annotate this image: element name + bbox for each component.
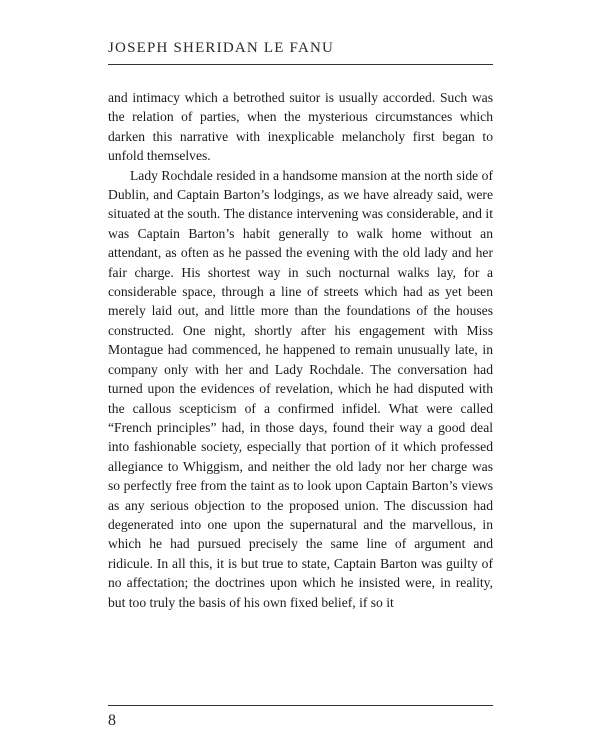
- page-number: 8: [108, 712, 116, 729]
- body-text: [108, 88, 493, 612]
- running-head-author: JOSEPH SHERIDAN LE FANU: [108, 40, 335, 56]
- header-rule: [108, 64, 493, 65]
- paragraph-continued: and intimacy which a betrothed suitor is usually accorded. Such was the relation of parties, when the mysterious circumstances which darken this narrative with inexplicable melancholy first began to unfold themselves.: [108, 90, 493, 164]
- footer-rule: [108, 705, 493, 706]
- paragraph-lady-rochdale: Lady Rochdale resided in a handsome mansion at the north side of Dublin, and Captain Barton’s lodgings, as we have already said, were situated at the south. The distance intervening was considerable, and it was Captain Barton’s habit generally to walk home without an attendant, as often as he passed the evening with the old lady and her fair charge. His shortest way in such nocturnal walks lay, for a considerable space, through a line of streets which had as yet been merely laid out, and little more than the foundations of the houses constructed. One night, shortly after his engagement with Miss Montague had commenced, he happened to remain unusually late, in company only with her and Lady Rochdale. The conversation had turned upon the evidences of revelation, which he had disputed with the callous scepticism of a confirmed infidel. What were called “French principles” had, in those days, found their way a good deal into fashionable society, especially that portion of it which professed allegiance to Whiggism, and neither the old lady nor her charge was so perfectly free from the taint as to look upon Captain Barton’s views as any serious objection to the proposed union. The discussion had degenerated into one upon the supernatural and the marvellous, in which he had pursued precisely the same line of argument and ridicule. In all this, it is but true to state, Captain Barton was guilty of no affectation; the doctrines upon which he insisted were, in reality, but too truly the basis of his own fixed belief, if so it: [108, 167, 493, 610]
